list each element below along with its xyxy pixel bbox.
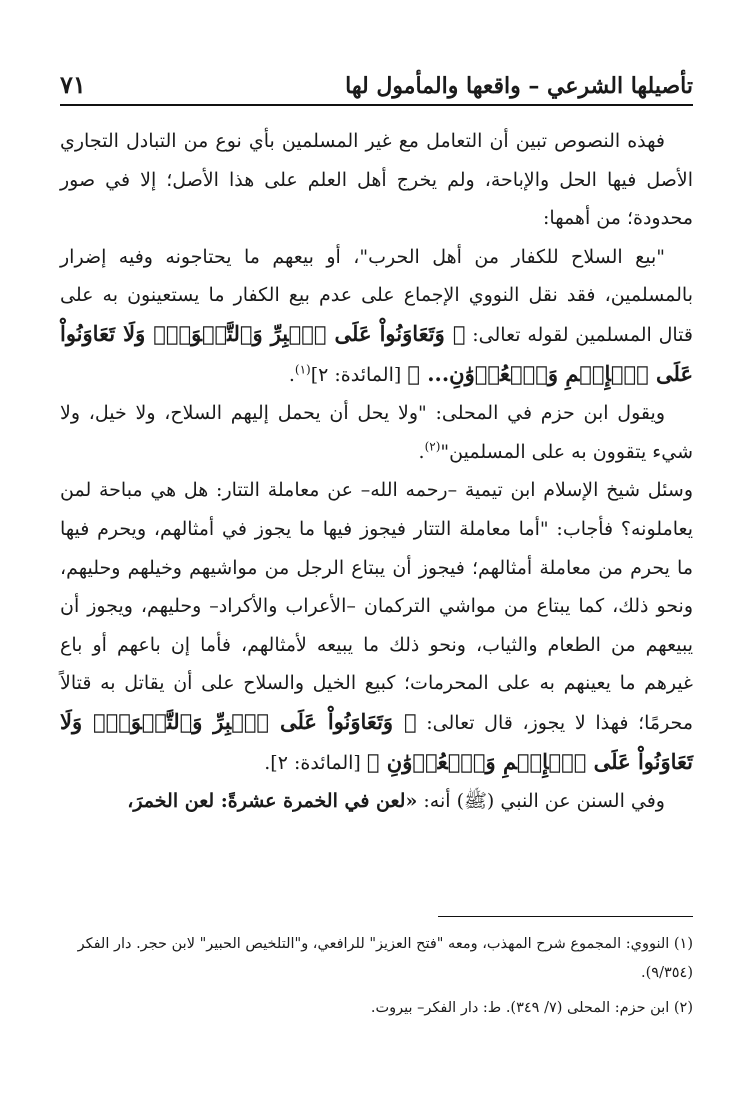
paragraph-weapons-sale: "بيع السلاح للكفار من أهل الحرب"، أو بيعهم ما يحتاجونه وفيه إضرار بالمسلمين، فقد نقل النووي الإجماع على عدم بيع الكفار ما يستعينون به على قتال المسلمين لقوله تعالى: ﴿ وَتَعَاوَنُواْ عَلَى ٱلۡبِرِّ وَٱلتَّقۡوَىٰۖ وَلَا تَعَاوَنُواْ عَلَى ٱلۡإِثۡمِ وَٱلۡعُدۡوَٰنِ... ﴾ [المائدة: ٢]$^{(١)}$. [60,245,693,386]
paragraph-intro-text: فهذه النصوص تبين أن التعامل مع غير المسلمين بأي نوع من التبادل التجاري الأصل فيها الحل والإباحة، ولم يخرج أهل العلم على هذا الأصل؛ إلا في صور محدودة؛ من أهمها: [60,130,693,230]
footnote-1: (١) النووي: المجموع شرح المهذب، ومعه "فتح العزيز" للرافعي، و"التلخيص الحبير" لابن حجر. دار الفكر (٩/٣٥٤). [77,936,693,981]
footnote-divider [438,916,693,917]
verse-reference: [المائدة: ٢] [310,363,402,386]
verse-reference: [المائدة: ٢]. [264,751,361,774]
paragraph-ibn-hazm: ويقول ابن حزم في المحلى: "ولا يحل أن يحمل إليهم السلاح، ولا خيل، ولا شيء يتقوون به على المسلمين"$^{(٢)}$. [60,402,693,463]
page-header [60,66,693,106]
body-text [60,122,693,821]
running-title: تأصيلها الشرعي – واقعها والمأمول لها [345,73,693,99]
paragraph-ibn-taymiyyah [60,471,693,782]
quran-verse: ﴿ وَتَعَاوَنُواْ عَلَى ٱلۡبِرِّ وَٱلتَّقۡوَىٰۖ وَلَا تَعَاوَنُواْ عَلَى ٱلۡإِثۡمِ وَٱلۡعُدۡوَٰنِ ﴾ [60,708,693,774]
footnote-2: (٢) ابن حزم: المحلى (٧/ ٣٤٩). ط: دار الفكر– بيروت. [370,1000,693,1016]
footnotes [60,930,693,1029]
paragraph-text: "بيع السلاح للكفار من أهل الحرب"، أو بيعهم ما يحتاجونه وفيه إضرار بالمسلمين، فقد نقل النووي الإجماع على عدم بيع الكفار ما يستعينون به على قتال المسلمين لقوله تعالى: [60,245,693,346]
paragraph-text: وفي السنن عن النبي (ﷺ) أنه: [423,790,665,813]
quran-verse: ﴿ وَتَعَاوَنُواْ عَلَى ٱلۡبِرِّ وَٱلتَّقۡوَىٰۖ وَلَا تَعَاوَنُواْ عَلَى ٱلۡإِثۡمِ وَٱلۡعُدۡوَٰنِ... ﴾ [60,320,693,386]
page-number: ٧١ [60,70,86,99]
paragraph-hadith [60,782,693,821]
footnote-marker: (١) [294,362,311,377]
hadith-quote: «لعن في الخمرة عشرةً: لعن الخمرَ، [127,790,418,813]
paragraph-intro [60,122,693,238]
paragraph-text: ويقول ابن حزم في المحلى: "ولا يحل أن يحمل إليهم السلاح، ولا خيل، ولا شيء يتقوون به على المسلمين" [60,402,693,463]
footnote-marker: (٢) [424,439,441,454]
paragraph-text: وسئل شيخ الإسلام ابن تيمية –رحمه الله– عن معاملة التتار: هل هي مباحة لمن يعاملونه؟ فأجاب: "أما معاملة التتار فيجوز فيها ما يجوز في أمثالهم، ويحرم فيها ما يحرم من معاملة أمثالهم؛ فيجوز أن يبتاع الرجل من مواشيهم وخيلهم وحليهم، ونحو ذلك، كما يبتاع من مواشي التركمان –الأعراب والأكراد– وحليهم، ويجوز أن يبيعهم من الطعام والثياب، ونحو ذلك ما يبيعه لأمثالهم، فأما إن باعهم أو باع غيرهم ما يعينهم به على المحرمات؛ كبيع الخيل والسلاح على أن يقاتل به قتالاً محرمًا؛ فهذا لا يجوز، قال تعالى: [60,479,693,734]
